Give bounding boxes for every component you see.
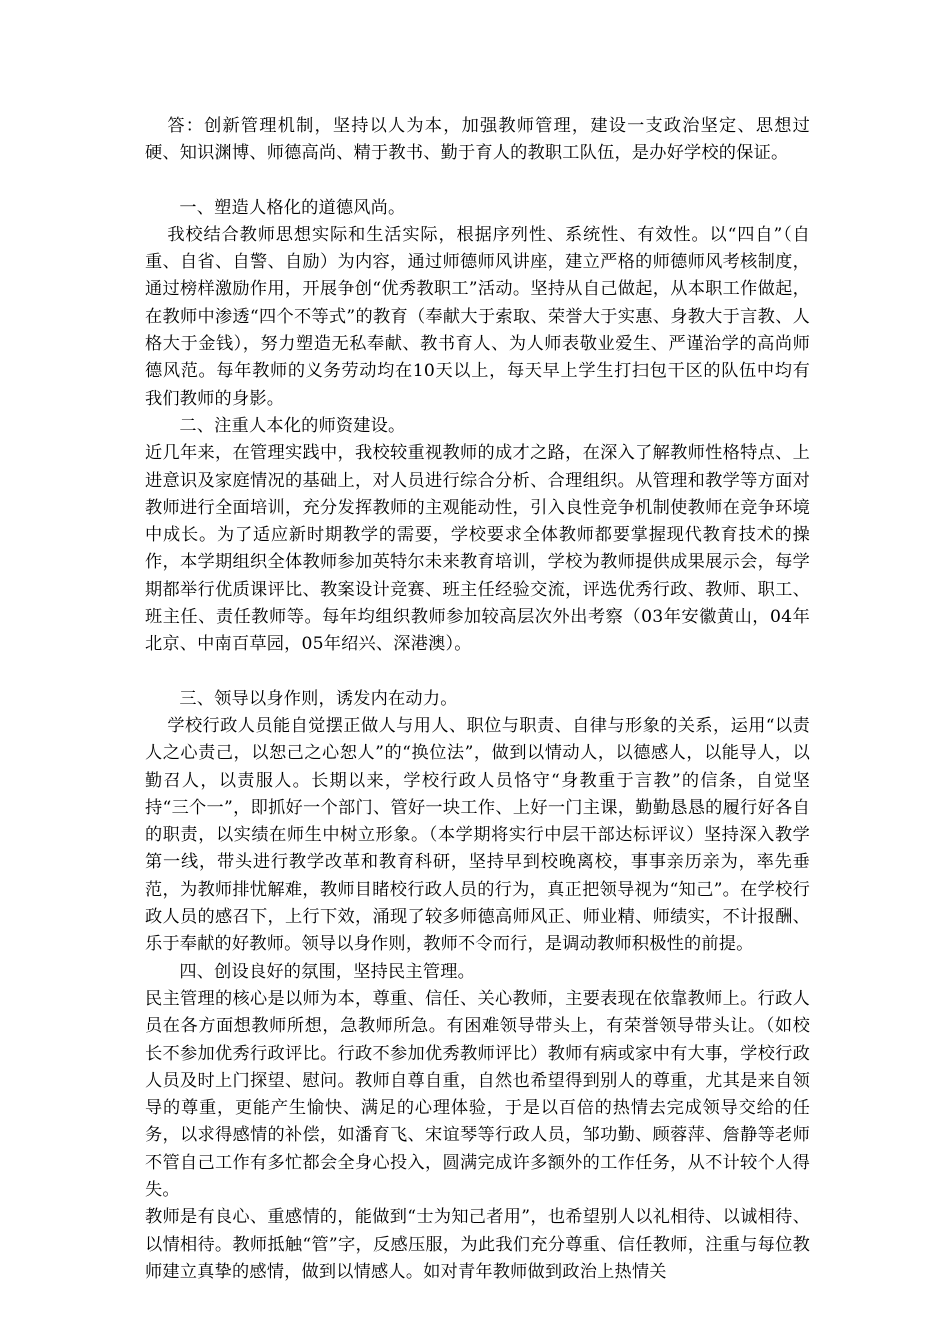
section-1-heading: 一、塑造人格化的道德风尚。 bbox=[179, 197, 406, 218]
section-4-body-2: 教师是有良心、重感情的，能做到“士为知己者用”，也希望别人以礼相待、以诚相待、以情相待。教师抵触“管”字，反感压服，为此我们充分尊重、信任教师，注重与每位教师建立真挚的感情，做到以情感人。如对青年教师做到政治上热情关 bbox=[145, 1207, 810, 1282]
spacer bbox=[145, 659, 810, 686]
section-2-heading: 二、注重人本化的师资建设。 bbox=[179, 415, 406, 436]
section-3-body: 学校行政人员能自觉摆正做人与用人、职位与职责、自律与形象的关系，运用“以责人之心责己，以恕己之心恕人”的“换位法”，做到以情动人，以德感人，以能导人，以勤召人，以责服人。长期以来，学校行政人员恪守“身教重于言教”的信条，自觉坚持“三个一”，即抓好一个部门、管好一块工作、上好一门主课，勤勤恳恳的履行好各自的职责，以实绩在师生中树立形象。（本学期将实行中层干部达标评议）坚持深入教学第一线，带头进行教学改革和教育科研，坚持早到校晚离校，事事亲历亲为，率先垂范，为教师排忧解难，教师目睹校行政人员的行为，真正把领导视为“知己”。在学校行政人员的感召下，上行下效，涌现了较多师德高师风正、师业精、师绩实，不计报酬、乐于奉献的好教师。领导以身作则，教师不令而行，是调动教师积极性的前提。 bbox=[145, 715, 810, 955]
section-4-body-1: 民主管理的核心是以师为本，尊重、信任、关心教师，主要表现在依靠教师上。行政人员在各方面想教师所想，急教师所急。有困难领导带头上，有荣誉领导带头让。（如校长不参加优秀行政评比。行政不参加优秀教师评比）教师有病或家中有大事，学校行政人员及时上门探望、慰问。教师自尊自重，自然也希望得到别人的尊重，尤其是来自领导的尊重，更能产生愉快、满足的心理体验，于是以百倍的热情去完成领导交给的任务，以求得感情的补偿，如潘育飞、宋谊琴等行政人员，邹功勤、顾蓉萍、詹静等老师不管自己工作有多忙都会全身心投入，圆满完成许多额外的工作任务，从不计较个人得失。 bbox=[145, 988, 810, 1200]
section-4-heading: 四、创设良好的氛围，坚持民主管理。 bbox=[179, 961, 475, 982]
intro-paragraph: 答：创新管理机制，坚持以人为本，加强教师管理，建设一支政治坚定、思想过硬、知识渊博、师德高尚、精于教书、勤于育人的教职工队伍，是办好学校的保证。 bbox=[145, 116, 810, 164]
section-2-body: 近几年来，在管理实践中，我校较重视教师的成才之路，在深入了解教师性格特点、上进意识及家庭情况的基础上，对人员进行综合分析、合理组织。从管理和教学等方面对教师进行全面培训，充分发挥教师的主观能动性，引入良性竞争机制使教师在竞争环境中成长。为了适应新时期教学的需要，学校要求全体教师都要掌握现代教育技术的操作，本学期组织全体教师参加英特尔未来教育培训，学校为教师提供成果展示会，每学期都举行优质课评比、教案设计竞赛、班主任经验交流，评选优秀行政、教师、职工、班主任、责任教师等。每年均组织教师参加较高层次外出考察（03年安徽黄山，04年北京、中南百草园，05年绍兴、深港澳）。 bbox=[145, 443, 810, 655]
section-1-body: 我校结合教师思想实际和生活实际，根据序列性、系统性、有效性。以“四自”（自重、自省、自警、自励）为内容，通过师德师风讲座，建立严格的师德师风考核制度，通过榜样激励作用，开展争创“优秀教职工”活动。坚持从自己做起，从本职工作做起，在教师中渗透“四个不等式”的教育（奉献大于索取、荣誉大于实惠、身教大于言教、人格大于金钱），努力塑造无私奉献、教书育人、为人师表敬业爱生、严谨治学的高尚师德风范。每年教师的义务劳动均在10天以上，每天早上学生打扫包干区的队伍中均有我们教师的身影。 bbox=[145, 224, 810, 409]
section-3-heading: 三、领导以身作则，诱发内在动力。 bbox=[179, 688, 458, 709]
document-page bbox=[145, 113, 810, 1286]
spacer bbox=[145, 168, 810, 195]
